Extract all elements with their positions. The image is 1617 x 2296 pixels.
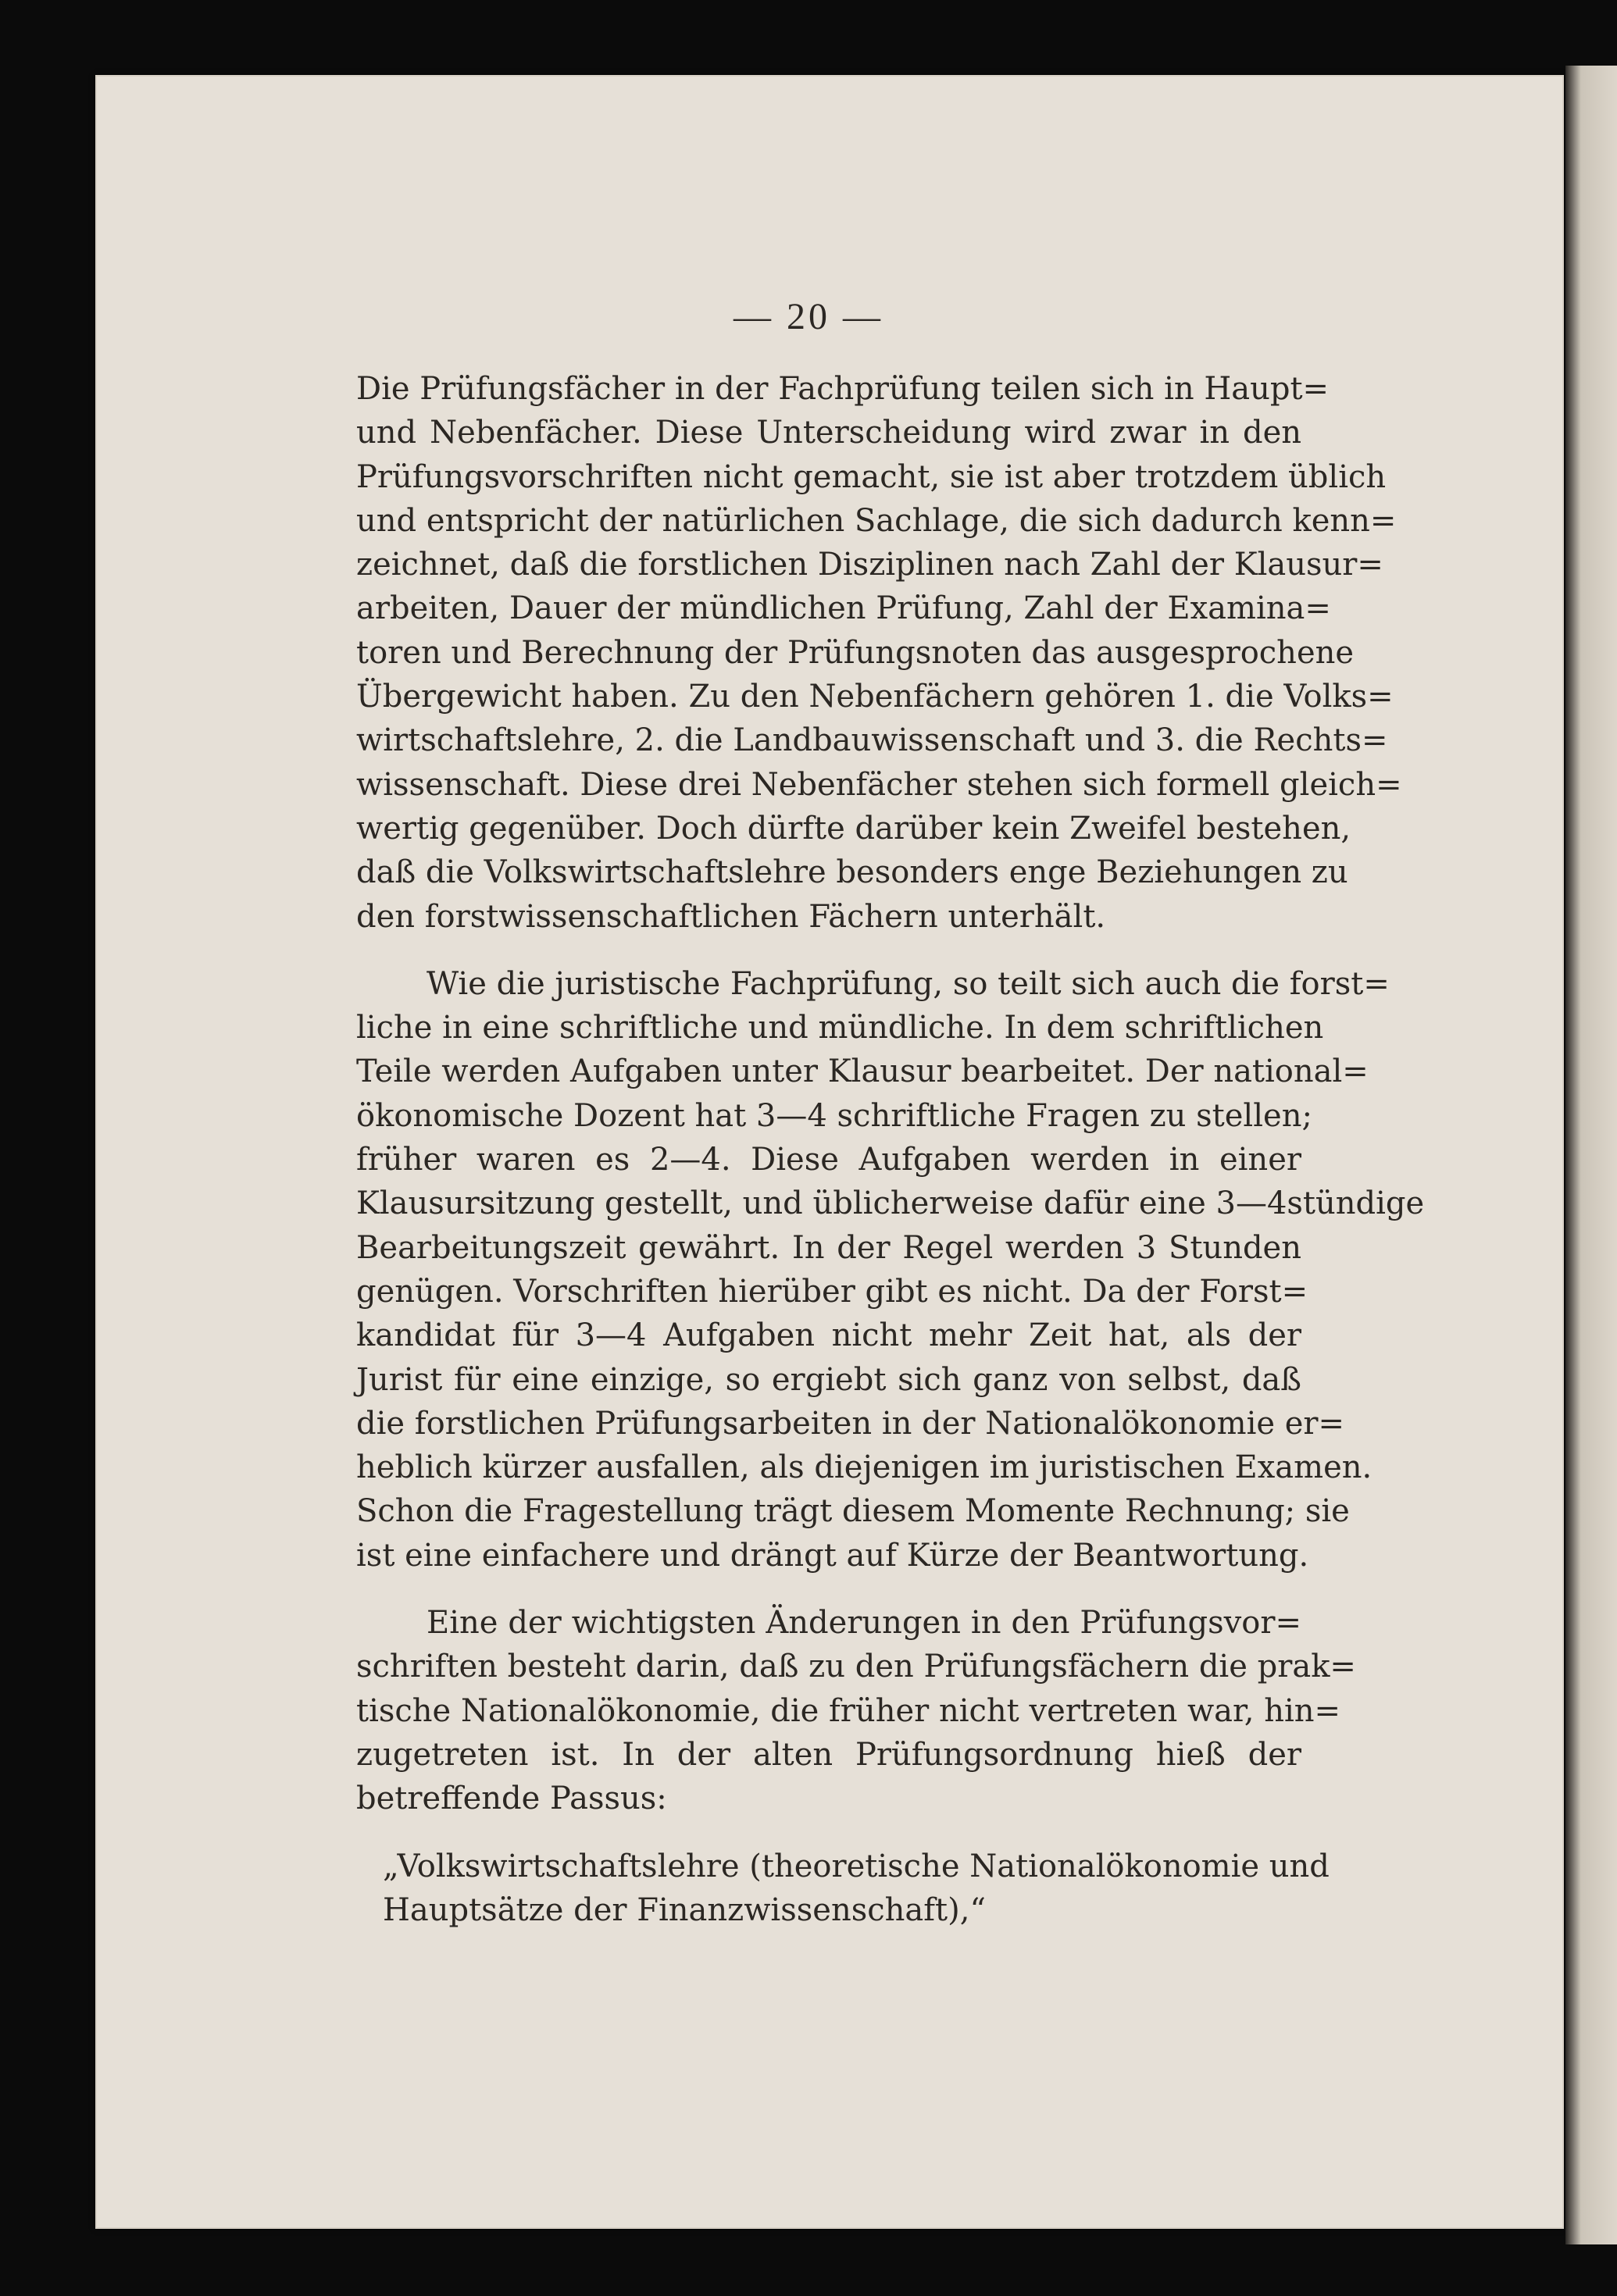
text-line: ist eine einfachere und drängt auf Kürze der Beantwortung.	[356, 1537, 1309, 1574]
text-line: arbeiten, Dauer der mündlichen Prüfung, Zahl der Examina=	[356, 590, 1331, 627]
text-line: Wie die juristische Fachprüfung, so teilt sich auch die forst=	[427, 965, 1390, 1002]
paragraph-1	[356, 367, 1402, 939]
text-line: Die Prüfungsfächer in der Fachprüfung teilen sich in Haupt=	[356, 371, 1330, 407]
text-line: betreffende Passus:	[356, 1781, 667, 1817]
text-line: wertig gegenüber. Doch dürfte darüber kein Zweifel bestehen,	[356, 810, 1351, 847]
text-line: genügen. Vorschriften hierüber gibt es nicht. Da der Forst=	[356, 1273, 1308, 1310]
quotation	[356, 1845, 1330, 1933]
text-line: Hauptsätze der Finanzwissenschaft),“	[383, 1891, 986, 1928]
text-line: zugetreten ist. In der alten Prüfungsordnung hieß der	[356, 1736, 1301, 1773]
text-line: wirtschaftslehre, 2. die Landbauwissenschaft und 3. die Rechts=	[356, 722, 1388, 759]
text-line: Übergewicht haben. Zu den Nebenfächern gehören 1. die Volks=	[356, 679, 1394, 715]
text-line: heblich kürzer ausfallen, als diejenigen im juristischen Examen.	[356, 1449, 1372, 1486]
text-line: Prüfungsvorschriften nicht gemacht, sie ist aber trotzdem üblich	[356, 458, 1387, 495]
text-line: „Volkswirtschaftslehre (theoretische Nationalökonomie und	[383, 1848, 1330, 1884]
text-line: tische Nationalökonomie, die früher nicht vertreten war, hin=	[356, 1692, 1341, 1729]
text-line: die forstlichen Prüfungsarbeiten in der Nationalökonomie er=	[356, 1405, 1345, 1442]
text-line: den forstwissenschaftlichen Fächern unterhält.	[356, 898, 1106, 935]
text-line: Klausursitzung gestellt, und üblicherweise dafür eine 3—4stündige	[356, 1185, 1425, 1222]
text-line: Jurist für eine einzige, so ergiebt sich ganz von selbst, daß	[356, 1361, 1301, 1398]
text-line: und Nebenfächer. Diese Unterscheidung wird zwar in den	[356, 415, 1301, 451]
text-line: toren und Berechnung der Prüfungsnoten das ausgesprochene	[356, 634, 1355, 671]
text-line: zeichnet, daß die forstlichen Disziplinen nach Zahl der Klausur=	[356, 547, 1383, 583]
next-page-edge	[1565, 66, 1617, 2244]
text-line: daß die Volkswirtschaftslehre besonders enge Beziehungen zu	[356, 854, 1348, 891]
text-line: Schon die Fragestellung trägt diesem Momente Rechnung; sie	[356, 1493, 1350, 1530]
text-line: Bearbeitungszeit gewährt. In der Regel werden 3 Stunden	[356, 1229, 1301, 1266]
text-line: liche in eine schriftliche und mündliche. In dem schriftlichen	[356, 1010, 1324, 1046]
paragraph-2	[356, 962, 1425, 1578]
body-text	[356, 367, 1425, 1932]
paragraph-3	[356, 1601, 1356, 1820]
text-line: früher waren es 2—4. Diese Aufgaben werden in einer	[356, 1142, 1301, 1178]
text-line: schriften besteht darin, daß zu den Prüfungsfächern die prak=	[356, 1649, 1356, 1685]
text-line: Eine der wichtigsten Änderungen in den Prüfungsvor=	[427, 1605, 1301, 1642]
text-line: kandidat für 3—4 Aufgaben nicht mehr Zeit hat, als der	[356, 1317, 1301, 1354]
page-number: — 20 —	[734, 296, 883, 337]
text-line: Teile werden Aufgaben unter Klausur bearbeitet. Der national=	[356, 1054, 1369, 1090]
text-line: ökonomische Dozent hat 3—4 schriftliche Fragen zu stellen;	[356, 1097, 1312, 1134]
text-line: wissenschaft. Diese drei Nebenfächer stehen sich formell gleich=	[356, 766, 1402, 803]
text-line: und entspricht der natürlichen Sachlage, die sich dadurch kenn=	[356, 502, 1397, 539]
